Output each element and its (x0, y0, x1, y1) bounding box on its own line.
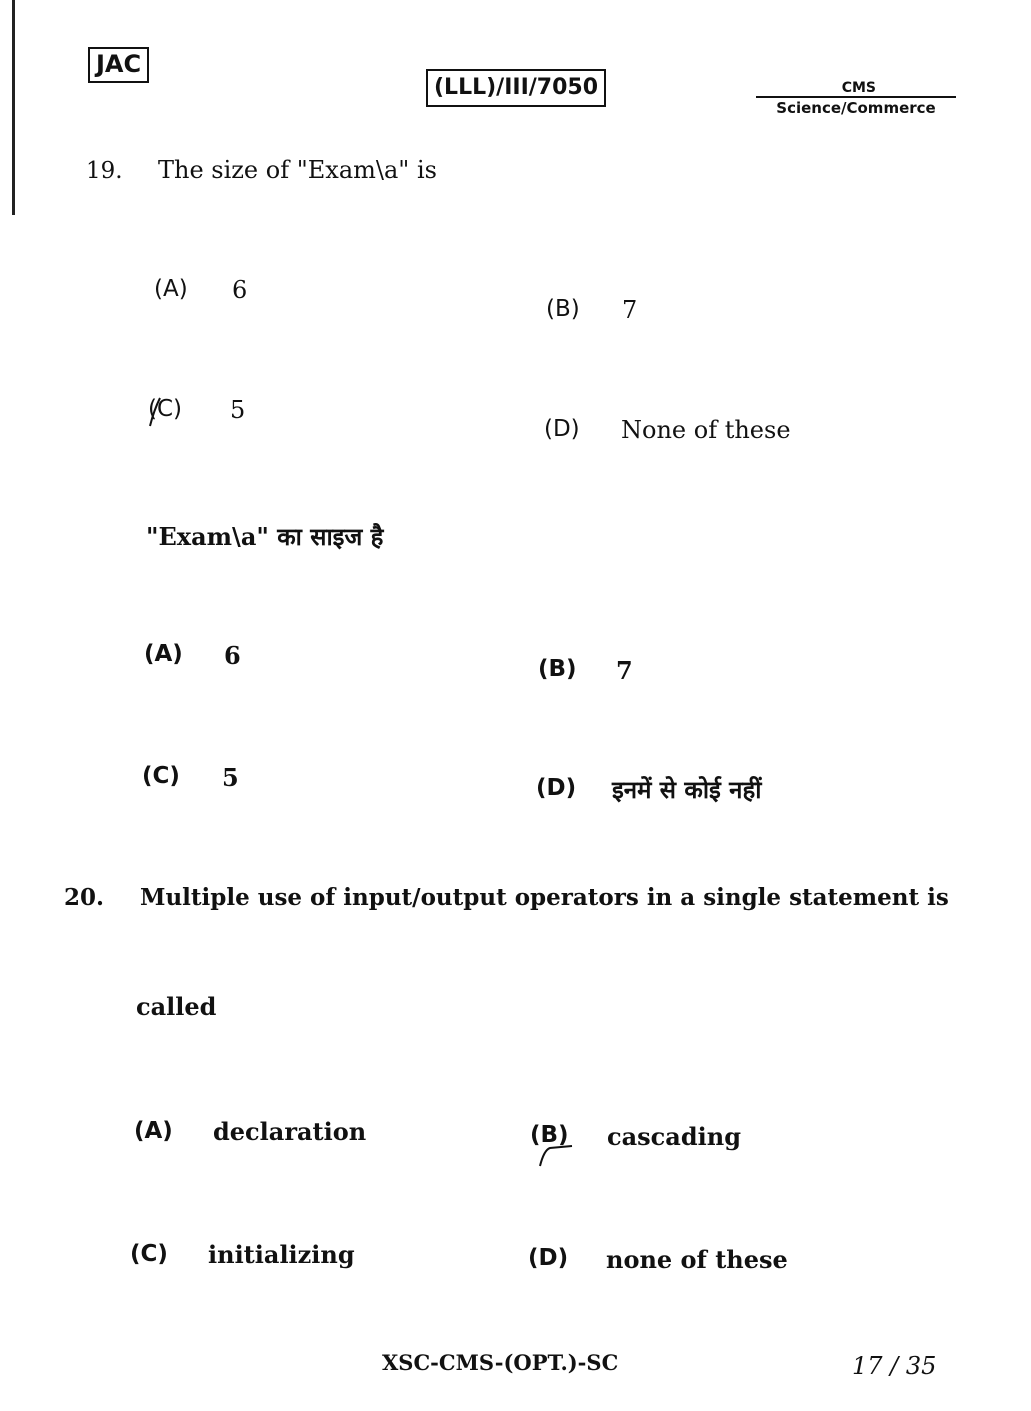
q19-hi-option-d-value: इनमें से कोई नहीं (612, 775, 762, 804)
q19-option-c-label: (C) (148, 396, 183, 422)
q19-hi-option-a-value: 6 (224, 641, 241, 670)
board-label: JAC (88, 47, 149, 83)
question-19-text-hindi: "Exam\a" का साइज है (146, 522, 384, 551)
q20-option-d-value: none of these (606, 1245, 788, 1274)
q19-hi-option-b-label: (B) (538, 656, 577, 682)
q19-option-d-label: (D) (544, 416, 580, 442)
question-20-text-line2: called (136, 992, 217, 1021)
margin-line (12, 0, 15, 215)
subject-block (756, 80, 956, 117)
q20-option-a-label: (A) (134, 1118, 173, 1144)
q20-option-b-value: cascading (607, 1122, 741, 1151)
q19-hi-option-c-value: 5 (222, 763, 239, 792)
q20-option-b-label: (B) (530, 1122, 569, 1148)
q19-option-b-value: 7 (622, 296, 638, 324)
answer-tick-mark-icon (536, 1138, 576, 1168)
q20-option-d-label: (D) (528, 1245, 569, 1271)
q19-hi-option-d-label: (D) (536, 775, 577, 801)
q20-option-a-value: declaration (213, 1117, 367, 1146)
q19-option-b-label: (B) (546, 296, 580, 322)
question-20-text-line1: Multiple use of input/output operators in a single statement is (140, 884, 949, 911)
q19-option-d-value: None of these (621, 416, 791, 444)
paper-code: (LLL)/III/7050 (426, 69, 606, 107)
answer-tick-mark-icon (146, 396, 166, 428)
q20-option-c-label: (C) (130, 1241, 168, 1267)
q19-hi-option-b-value: 7 (616, 656, 633, 685)
page-number: 17 / 35 (852, 1352, 937, 1380)
subject-top: CMS (841, 80, 876, 96)
q19-option-a-value: 6 (232, 276, 248, 304)
question-20-number: 20. (64, 884, 105, 911)
q19-hi-option-c-label: (C) (142, 763, 180, 789)
q20-option-c-value: initializing (208, 1240, 355, 1269)
footer-code: XSC-CMS-(OPT.)-SC (382, 1350, 619, 1375)
q19-option-c-value: 5 (230, 396, 246, 424)
q19-option-a-label: (A) (154, 276, 188, 302)
subject-bottom: Science/Commerce (756, 96, 956, 117)
question-19-text: The size of "Exam\a" is (158, 156, 437, 184)
q19-hi-option-a-label: (A) (144, 641, 183, 667)
question-19-number: 19. (86, 158, 123, 184)
